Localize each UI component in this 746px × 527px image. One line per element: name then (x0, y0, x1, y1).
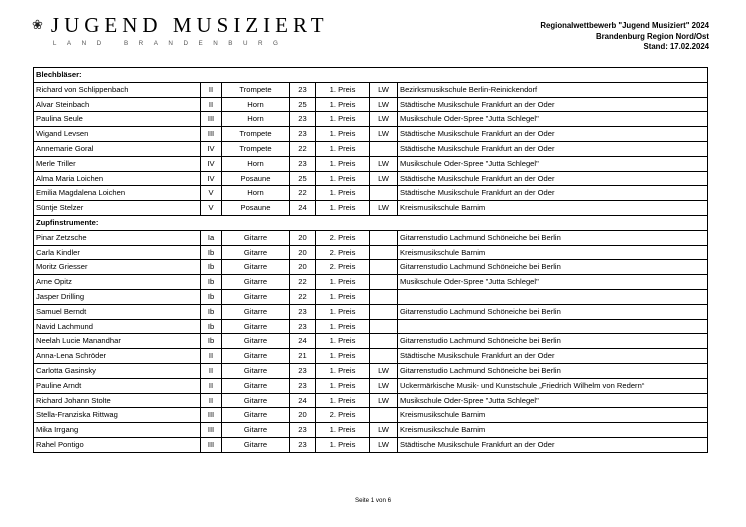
cell-ag: V (201, 201, 222, 216)
cell-lw: LW (370, 201, 398, 216)
cell-school: Gitarrenstudio Lachmund Schöneiche bei Berlin (398, 230, 708, 245)
cell-ag: II (201, 349, 222, 364)
cell-lw (370, 408, 398, 423)
cell-ag: Ib (201, 289, 222, 304)
cell-school (398, 289, 708, 304)
cell-prize: 1. Preis (316, 201, 370, 216)
table-row (34, 230, 708, 245)
cell-points: 22 (290, 186, 316, 201)
cell-name: Richard Johann Stolte (34, 393, 201, 408)
cell-instrument: Trompete (222, 127, 290, 142)
cell-ag: III (201, 408, 222, 423)
cell-instrument: Gitarre (222, 437, 290, 452)
cell-instrument: Gitarre (222, 230, 290, 245)
cell-name: Wigand Levsen (34, 127, 201, 142)
cell-points: 22 (290, 289, 316, 304)
cell-school: Kreismusikschule Barnim (398, 408, 708, 423)
cell-lw (370, 289, 398, 304)
cell-name: Mika Irrgang (34, 423, 201, 438)
cell-points: 20 (290, 408, 316, 423)
cell-school: Musikschule Oder-Spree "Jutta Schlegel" (398, 156, 708, 171)
table-row (34, 319, 708, 334)
cell-points: 20 (290, 230, 316, 245)
cell-instrument: Horn (222, 97, 290, 112)
cell-name: Pauline Arndt (34, 378, 201, 393)
cell-points: 23 (290, 378, 316, 393)
cell-prize: 2. Preis (316, 245, 370, 260)
cell-ag: III (201, 112, 222, 127)
header-region: Brandenburg Region Nord/Ost (595, 31, 709, 41)
cell-points: 23 (290, 363, 316, 378)
cell-lw: LW (370, 112, 398, 127)
table-row (34, 349, 708, 364)
cell-name: Rahel Pontigo (34, 437, 201, 452)
cell-ag: V (201, 186, 222, 201)
cell-prize: 1. Preis (316, 363, 370, 378)
cell-name: Alma Maria Loichen (34, 171, 201, 186)
cell-lw: LW (370, 156, 398, 171)
cell-points: 20 (290, 245, 316, 260)
cell-instrument: Gitarre (222, 423, 290, 438)
cell-name: Süntje Stelzer (34, 201, 201, 216)
cell-instrument: Gitarre (222, 349, 290, 364)
cell-ag: III (201, 437, 222, 452)
cell-name: Anna-Lena Schröder (34, 349, 201, 364)
cell-prize: 1. Preis (316, 82, 370, 97)
cell-lw (370, 275, 398, 290)
cell-points: 21 (290, 349, 316, 364)
cell-points: 23 (290, 112, 316, 127)
cell-ag: Ib (201, 304, 222, 319)
cell-school: Musikschule Oder-Spree "Jutta Schlegel" (398, 393, 708, 408)
cell-school: Musikschule Oder-Spree "Jutta Schlegel" (398, 275, 708, 290)
cell-ag: II (201, 82, 222, 97)
cell-school: Gitarrenstudio Lachmund Schöneiche bei Berlin (398, 334, 708, 349)
cell-instrument: Gitarre (222, 393, 290, 408)
cell-lw: LW (370, 127, 398, 142)
cell-instrument: Horn (222, 186, 290, 201)
cell-points: 24 (290, 334, 316, 349)
cell-lw (370, 245, 398, 260)
cell-ag: Ib (201, 260, 222, 275)
cell-name: Moritz Griesser (34, 260, 201, 275)
cell-points: 23 (290, 437, 316, 452)
cell-ag: II (201, 97, 222, 112)
cell-ag: IV (201, 141, 222, 156)
cell-instrument: Gitarre (222, 245, 290, 260)
cell-instrument: Gitarre (222, 363, 290, 378)
cell-name: Emilia Magdalena Loichen (34, 186, 201, 201)
cell-instrument: Horn (222, 112, 290, 127)
cell-school: Städtische Musikschule Frankfurt an der Oder (398, 171, 708, 186)
cell-ag: II (201, 363, 222, 378)
cell-points: 20 (290, 260, 316, 275)
cell-instrument: Gitarre (222, 319, 290, 334)
cell-instrument: Trompete (222, 82, 290, 97)
cell-lw: LW (370, 378, 398, 393)
cell-points: 23 (290, 156, 316, 171)
cell-school: Städtische Musikschule Frankfurt an der Oder (398, 186, 708, 201)
cell-school: Städtische Musikschule Frankfurt an der Oder (398, 127, 708, 142)
cell-prize: 1. Preis (316, 378, 370, 393)
cell-name: Navid Lachmund (34, 319, 201, 334)
cell-instrument: Gitarre (222, 378, 290, 393)
cell-ag: Ib (201, 334, 222, 349)
table-row (34, 245, 708, 260)
cell-prize: 1. Preis (316, 304, 370, 319)
cell-points: 24 (290, 201, 316, 216)
cell-school: Städtische Musikschule Frankfurt an der Oder (398, 141, 708, 156)
table-row (34, 156, 708, 171)
cell-name: Alvar Steinbach (34, 97, 201, 112)
cell-prize: 1. Preis (316, 156, 370, 171)
cell-lw (370, 319, 398, 334)
section-header-row (34, 215, 708, 230)
table-row (34, 82, 708, 97)
cell-school (398, 319, 708, 334)
cell-instrument: Gitarre (222, 334, 290, 349)
cell-prize: 1. Preis (316, 275, 370, 290)
table-row (34, 171, 708, 186)
table-row (34, 423, 708, 438)
cell-lw: LW (370, 82, 398, 97)
table-row (34, 186, 708, 201)
cell-instrument: Gitarre (222, 289, 290, 304)
cell-lw: LW (370, 393, 398, 408)
cell-name: Annemarie Goral (34, 141, 201, 156)
cell-name: Neelah Lucie Manandhar (34, 334, 201, 349)
cell-ag: Ib (201, 319, 222, 334)
header-date: Stand: 17.02.2024 (643, 42, 709, 51)
cell-points: 22 (290, 275, 316, 290)
table-row (34, 201, 708, 216)
cell-school: Kreismusikschule Barnim (398, 245, 708, 260)
table-row (34, 275, 708, 290)
table-row (34, 141, 708, 156)
cell-instrument: Posaune (222, 171, 290, 186)
cell-lw (370, 260, 398, 275)
cell-instrument: Gitarre (222, 304, 290, 319)
cell-lw (370, 334, 398, 349)
cell-school: Städtische Musikschule Frankfurt an der Oder (398, 437, 708, 452)
cell-name: Carlotta Gasinsky (34, 363, 201, 378)
table-row (34, 97, 708, 112)
cell-prize: 1. Preis (316, 289, 370, 304)
cell-instrument: Gitarre (222, 260, 290, 275)
cell-name: Arne Opitz (34, 275, 201, 290)
cell-points: 25 (290, 171, 316, 186)
cell-ag: IV (201, 156, 222, 171)
cell-lw (370, 230, 398, 245)
cell-name: Paulina Seule (34, 112, 201, 127)
cell-ag: II (201, 378, 222, 393)
results-table (33, 67, 708, 453)
cell-prize: 1. Preis (316, 334, 370, 349)
cell-lw: LW (370, 171, 398, 186)
table-row (34, 437, 708, 452)
table-row (34, 289, 708, 304)
page-footer: Seite 1 von 6 (354, 497, 392, 504)
table-row (34, 408, 708, 423)
cell-points: 23 (290, 82, 316, 97)
flower-emblem-icon: ❀ (32, 17, 43, 32)
cell-prize: 1. Preis (316, 171, 370, 186)
section-title: Blechbläser: (34, 68, 708, 83)
table-row (34, 304, 708, 319)
cell-lw (370, 304, 398, 319)
cell-instrument: Trompete (222, 141, 290, 156)
table-row (34, 334, 708, 349)
cell-prize: 1. Preis (316, 127, 370, 142)
cell-name: Pinar Zetzsche (34, 230, 201, 245)
cell-ag: III (201, 423, 222, 438)
cell-prize: 1. Preis (316, 393, 370, 408)
cell-points: 25 (290, 97, 316, 112)
cell-lw: LW (370, 423, 398, 438)
logo-subtitle: LAND BRANDENBURG (52, 40, 289, 47)
cell-ag: Ia (201, 230, 222, 245)
cell-school: Musikschule Oder-Spree "Jutta Schlegel" (398, 112, 708, 127)
cell-prize: 1. Preis (316, 423, 370, 438)
cell-ag: Ib (201, 245, 222, 260)
cell-points: 23 (290, 423, 316, 438)
cell-instrument: Gitarre (222, 275, 290, 290)
cell-prize: 1. Preis (316, 97, 370, 112)
cell-points: 23 (290, 319, 316, 334)
cell-lw (370, 186, 398, 201)
cell-instrument: Horn (222, 156, 290, 171)
cell-points: 23 (290, 127, 316, 142)
cell-prize: 1. Preis (316, 437, 370, 452)
section-header-row (34, 68, 708, 83)
table-row (34, 378, 708, 393)
cell-lw: LW (370, 437, 398, 452)
cell-instrument: Gitarre (222, 408, 290, 423)
document-header (540, 21, 709, 53)
logo-title: JUGEND MUSIZIERT (50, 13, 329, 37)
cell-prize: 1. Preis (316, 186, 370, 201)
cell-lw (370, 349, 398, 364)
cell-name: Carla Kindler (34, 245, 201, 260)
cell-points: 23 (290, 304, 316, 319)
cell-lw (370, 141, 398, 156)
cell-points: 24 (290, 393, 316, 408)
cell-instrument: Posaune (222, 201, 290, 216)
cell-name: Richard von Schlippenbach (34, 82, 201, 97)
table-row (34, 363, 708, 378)
logo (32, 14, 329, 47)
cell-prize: 1. Preis (316, 112, 370, 127)
cell-lw: LW (370, 97, 398, 112)
cell-school: Gitarrenstudio Lachmund Schöneiche bei Berlin (398, 260, 708, 275)
cell-school: Gitarrenstudio Lachmund Schöneiche bei Berlin (398, 363, 708, 378)
cell-ag: IV (201, 171, 222, 186)
cell-prize: 2. Preis (316, 408, 370, 423)
cell-ag: Ib (201, 275, 222, 290)
table-row (34, 260, 708, 275)
cell-school: Städtische Musikschule Frankfurt an der Oder (398, 97, 708, 112)
cell-points: 22 (290, 141, 316, 156)
cell-name: Samuel Berndt (34, 304, 201, 319)
header-competition: Regionalwettbewerb "Jugend Musiziert" 2024 (540, 21, 709, 30)
cell-name: Jasper Drilling (34, 289, 201, 304)
cell-prize: 1. Preis (316, 349, 370, 364)
cell-prize: 2. Preis (316, 260, 370, 275)
table-row (34, 127, 708, 142)
table-row (34, 112, 708, 127)
cell-prize: 1. Preis (316, 141, 370, 156)
cell-school: Kreismusikschule Barnim (398, 201, 708, 216)
cell-school: Städtische Musikschule Frankfurt an der Oder (398, 349, 708, 364)
cell-ag: II (201, 393, 222, 408)
cell-school: Uckermärkische Musik- und Kunstschule „Friedrich Wilhelm von Redern“ (398, 378, 708, 393)
cell-name: Stella-Franziska Rittwag (34, 408, 201, 423)
table-row (34, 393, 708, 408)
cell-lw: LW (370, 363, 398, 378)
cell-prize: 2. Preis (316, 230, 370, 245)
cell-name: Merle Triller (34, 156, 201, 171)
section-title: Zupfinstrumente: (34, 215, 708, 230)
cell-ag: III (201, 127, 222, 142)
cell-school: Bezirksmusikschule Berlin-Reinickendorf (398, 82, 708, 97)
cell-school: Kreismusikschule Barnim (398, 423, 708, 438)
cell-school: Gitarrenstudio Lachmund Schöneiche bei Berlin (398, 304, 708, 319)
cell-prize: 1. Preis (316, 319, 370, 334)
